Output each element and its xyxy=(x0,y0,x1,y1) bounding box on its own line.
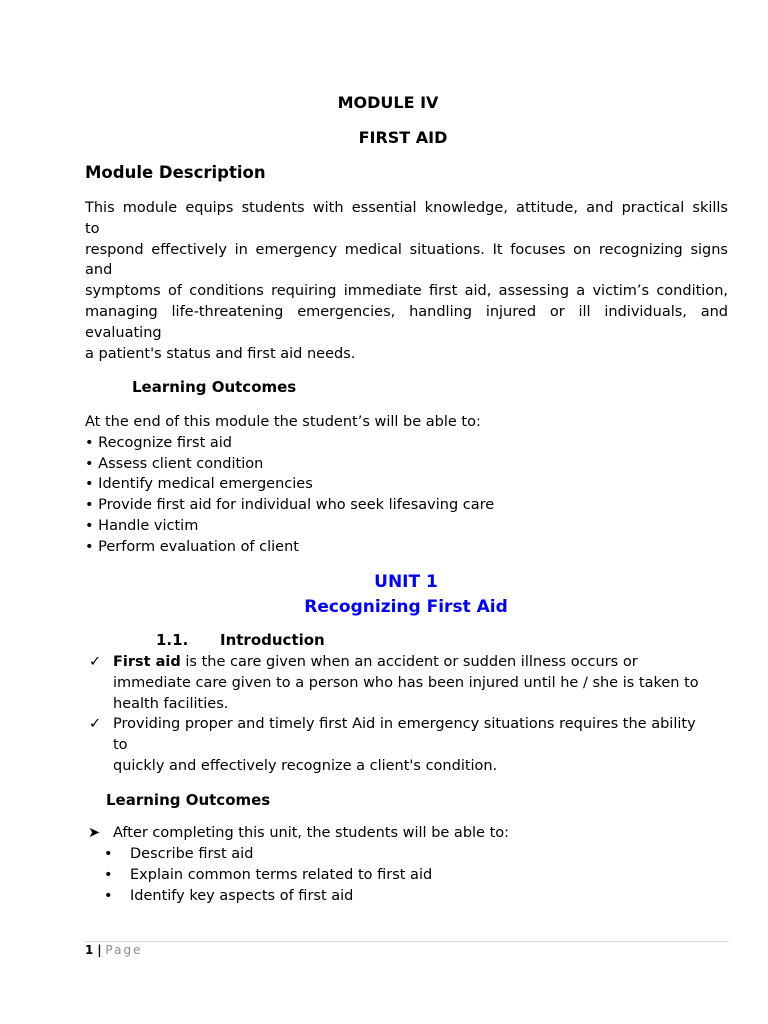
list-item: • Recognize first aid xyxy=(85,434,232,451)
text-line: Providing proper and timely first Aid in emergency situations requires the ability xyxy=(113,716,696,733)
description-line: symptoms of conditions requiring immediate first aid, assessing a victim’s condition, xyxy=(85,283,728,300)
intro-text: After completing this unit, the students will be able to: xyxy=(113,825,510,841)
text-line: health facilities. xyxy=(113,695,229,712)
list-item xyxy=(88,652,728,714)
list-item xyxy=(104,886,432,907)
description-line: This module equips students with essential knowledge, attitude, and practical skills xyxy=(85,200,728,216)
section-number: 1.1. xyxy=(156,631,189,649)
text-line: is the care given when an accident or sudden illness occurs or xyxy=(180,654,638,670)
unit-learning-outcomes-heading: Learning Outcomes xyxy=(106,791,271,809)
list-item xyxy=(88,714,728,776)
arrow-bullet-icon: ➤ xyxy=(88,825,101,841)
text-line: to xyxy=(113,737,128,754)
list-item xyxy=(104,844,432,865)
checkmark-icon: ✓ xyxy=(89,654,102,670)
unit-title: Recognizing First Aid xyxy=(304,597,508,617)
module-description-heading: Module Description xyxy=(85,163,266,182)
introduction-list xyxy=(88,652,728,777)
bullet-icon: • xyxy=(104,866,113,883)
list-item xyxy=(104,865,432,886)
introduction-heading xyxy=(156,631,325,649)
description-line: to xyxy=(85,220,100,237)
description-line: respond effectively in emergency medical situations. It focuses on recognizing signs xyxy=(85,241,728,258)
list-item: • Identify medical emergencies xyxy=(85,476,313,493)
unit-number: UNIT 1 xyxy=(374,572,438,592)
page-label: Page xyxy=(105,943,143,957)
list-item-text: Explain common terms related to first aid xyxy=(130,866,433,883)
list-item-text: Describe first aid xyxy=(130,846,254,862)
list-item: • Assess client condition xyxy=(85,455,264,472)
description-line: a patient's status and first aid needs. xyxy=(85,345,356,362)
list-item: • Perform evaluation of client xyxy=(85,538,299,555)
description-line: managing life-threatening emergencies, handling injured or ill individuals, and xyxy=(85,303,728,320)
unit-outcomes-intro xyxy=(88,823,509,844)
checkmark-icon: ✓ xyxy=(89,716,102,733)
unit-outcomes-list xyxy=(104,844,432,906)
page-number: 1 xyxy=(85,943,94,957)
subject-title: FIRST AID xyxy=(358,128,448,147)
page-footer xyxy=(85,943,142,957)
learning-outcomes-intro: At the end of this module the student’s will be able to: xyxy=(85,414,481,430)
description-line: evaluating xyxy=(85,324,162,341)
description-line: and xyxy=(85,262,113,279)
learning-outcomes-heading: Learning Outcomes xyxy=(132,378,297,396)
module-description-body xyxy=(85,198,728,364)
list-item: • Handle victim xyxy=(85,517,199,534)
list-item: • Provide first aid for individual who seek lifesaving care xyxy=(85,497,495,514)
term-bold: First aid xyxy=(113,654,181,670)
unit-heading xyxy=(0,570,768,620)
learning-outcomes-list xyxy=(85,412,728,558)
footer-divider xyxy=(85,941,729,942)
text-line: immediate care given to a person who has been injured until he / she is taken to xyxy=(113,674,699,691)
bullet-icon: • xyxy=(104,846,113,862)
text-line: quickly and effectively recognize a client's condition. xyxy=(113,757,498,774)
list-item-text: Identify key aspects of first aid xyxy=(130,887,354,904)
module-title: MODULE IV xyxy=(337,93,439,112)
bullet-icon: • xyxy=(104,887,113,904)
section-title: Introduction xyxy=(220,631,325,649)
footer-separator: | xyxy=(97,943,102,957)
